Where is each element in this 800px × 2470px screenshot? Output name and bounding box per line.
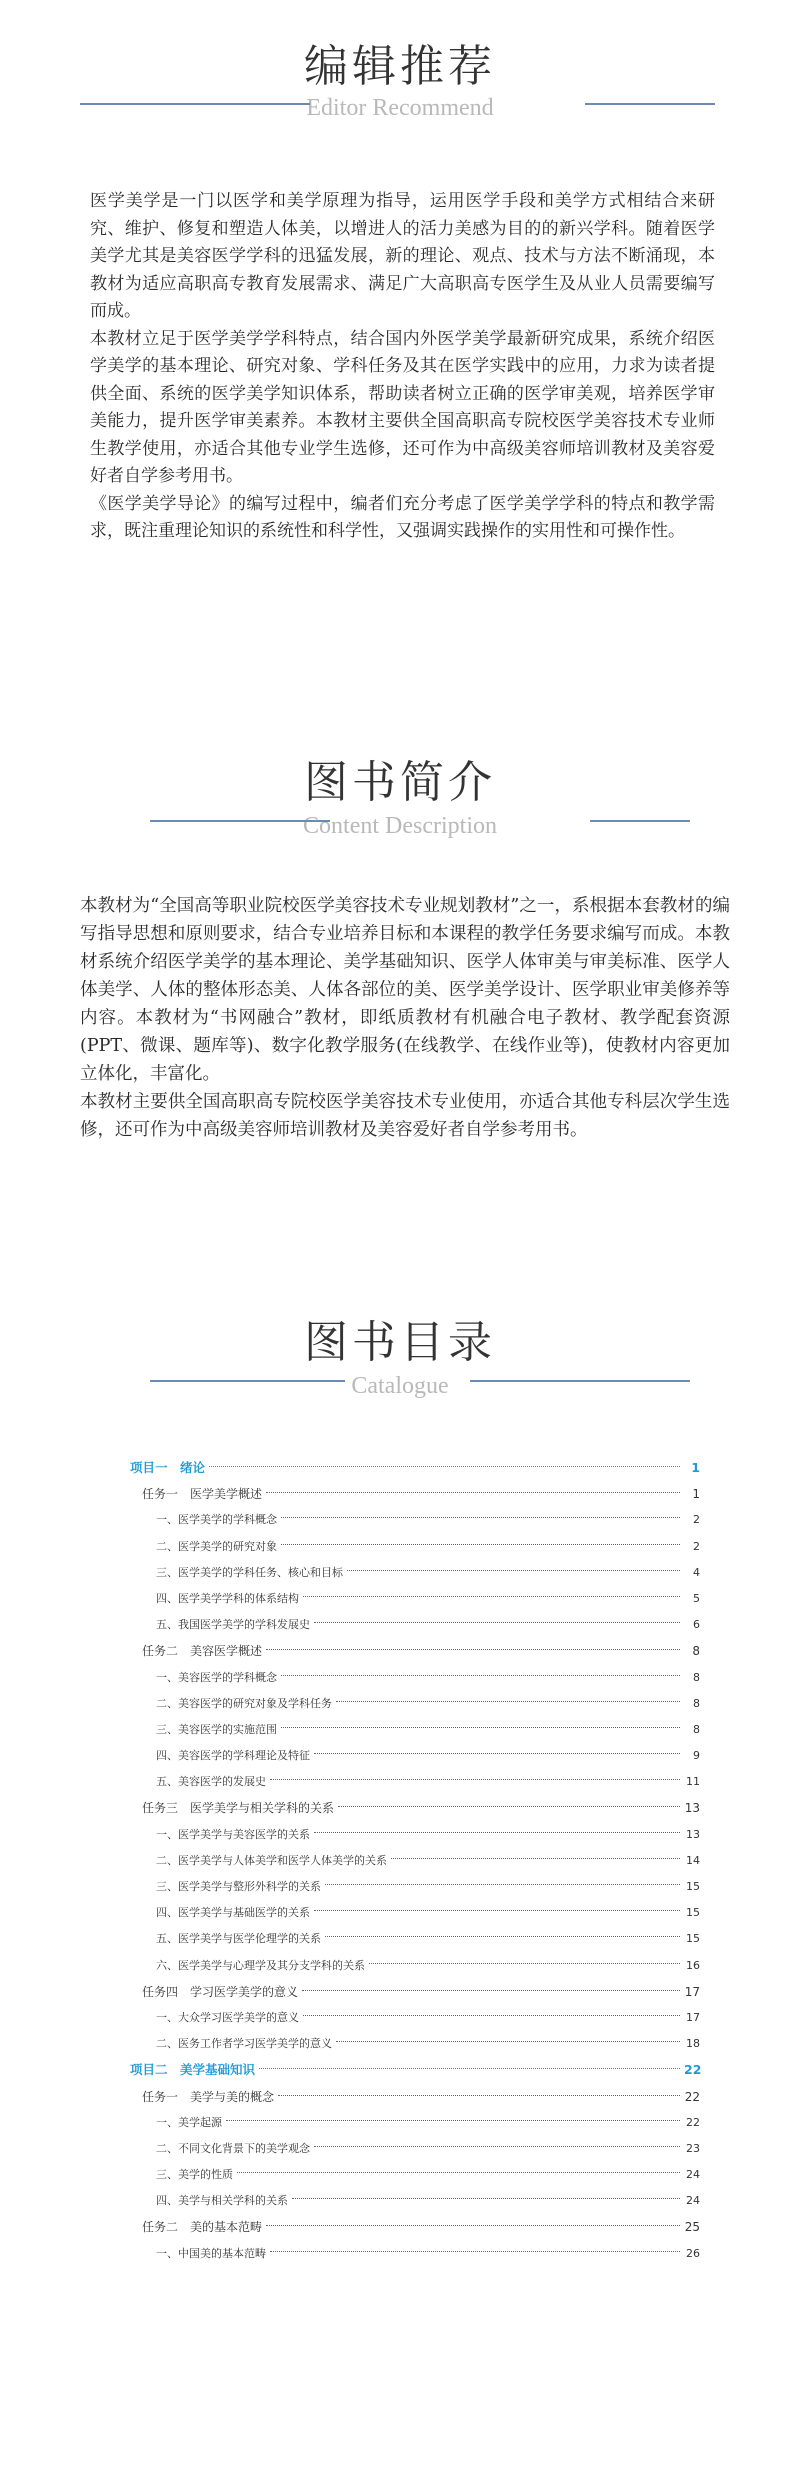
content-title: 图书简介 [304,757,496,808]
toc-entry[interactable] [130,1743,700,1769]
toc-entry-title: 一、美容医学的学科概念 [156,1670,277,1684]
toc-leader-dots [266,1649,680,1650]
toc-leader-dots [281,1517,680,1518]
editor-paragraph-3: 《医学美学导论》的编写过程中，编者们充分考虑了医学美学学科的特点和教学需求，既注重理论知识的系统性和科学性，又强调实践操作的实用性和可操作性。 [90,493,715,541]
toc-entry-page: 8 [693,1696,700,1710]
toc-leader-dots [292,2198,680,2199]
toc-entry-page: 1 [691,1460,700,1475]
toc-leader-dots [266,1492,680,1493]
toc-leader-dots [270,1779,680,1780]
toc-entry-page: 22 [684,2062,702,2078]
toc-entry[interactable] [130,1848,700,1874]
toc-leader-dots [347,1570,680,1571]
toc-entry-page: 6 [693,1618,700,1632]
content-divider-left [150,820,330,822]
toc-entry-page: 8 [693,1722,700,1736]
editor-text [90,188,715,546]
editor-divider-left [80,103,310,105]
toc-entry-page: 8 [693,1670,700,1684]
editor-subtitle: Editor Recommend [306,95,494,121]
toc-entry[interactable] [130,1665,700,1691]
toc-leader-dots [369,1963,680,1964]
toc-entry-title: 四、医学美学与基础医学的关系 [156,1906,310,1920]
toc-leader-dots [302,1990,680,1991]
editor-title: 编辑推荐 [304,41,496,92]
toc-entry[interactable] [130,1534,700,1560]
toc-leader-dots [226,2120,680,2121]
toc-entry-title: 三、医学美学与整形外科学的关系 [156,1880,321,1893]
toc-leader-dots [270,2251,680,2252]
catalogue-subtitle: Catalogue [351,1373,449,1399]
toc-leader-dots [325,1884,680,1885]
toc-entry-page: 17 [686,2010,700,2024]
toc-entry-title: 一、医学美学的学科概念 [156,1513,277,1527]
toc-entry-page: 11 [686,1775,700,1789]
toc-entry-title: 任务一 医学美学概述 [142,1487,263,1502]
toc-leader-dots [266,2225,680,2226]
content-heading [0,758,800,808]
toc-entry[interactable] [130,1586,700,1612]
toc-leader-dots [325,1936,680,1937]
catalogue-divider-right [470,1380,690,1382]
editor-heading [0,42,800,92]
toc-entry-title: 二、美容医学的研究对象及学科任务 [156,1696,332,1710]
toc-entry-title: 五、医学美学与医学伦理学的关系 [156,1932,321,1946]
catalogue-divider-left [150,1380,345,1382]
toc-leader-dots [303,1596,680,1597]
toc-entry-page: 24 [686,2168,700,2182]
content-paragraph-1: 本教材为“全国高等职业院校医学美容技术专业规划教材”之一，系根据本套教材的编写指导思想和原则要求，结合专业培养目标和本课程的教学任务要求编写而成。本教材系统介绍医学美学的基本理论、美学基础知识、医学人体审美与审美标准、医学人体美学、人体的整体形态美、人体各部位的美、医学美学设计、医学职业审美修养等内容。本教材为“书网融合”教材，即纸质教材有机融合电子教材、教学配套资源(PPT、微课、题库等)、数字化教学服务(在线教学、在线作业等)，使教材内容更加立体化，丰富化。 [80,896,730,1084]
toc-entry[interactable] [130,2188,700,2214]
toc-entry-title: 二、医学美学与人体美学和医学人体美学的关系 [156,1853,387,1867]
toc-entry[interactable] [130,1769,700,1795]
toc-entry[interactable] [130,1717,700,1743]
toc-entry-page: 15 [686,1906,700,1920]
toc-entry[interactable] [130,2162,700,2188]
content-subtitle: Content Description [303,813,497,839]
toc-leader-dots [209,1466,680,1467]
toc-entry-title: 三、医学美学的学科任务、核心和目标 [156,1565,343,1579]
toc-entry-page: 9 [693,1749,700,1763]
toc-leader-dots [281,1675,680,1676]
toc-leader-dots [314,1910,680,1911]
toc-leader-dots [237,2172,680,2173]
toc-entry[interactable] [130,1560,700,1586]
toc-entry-page: 18 [686,2037,700,2051]
toc-entry-page: 13 [684,1801,700,1816]
toc-leader-dots [281,1727,680,1728]
toc-entry[interactable] [130,1795,700,1821]
toc-entry-title: 四、医学美学学科的体系结构 [156,1591,299,1605]
toc-leader-dots [314,1753,680,1754]
toc-entry-title: 任务二 美容医学概述 [142,1644,263,1659]
toc-leader-dots [314,2146,680,2147]
catalogue-title: 图书目录 [304,1317,496,1368]
toc-entry-title: 五、我国医学美学的学科发展史 [156,1618,310,1632]
toc-leader-dots [336,2041,680,2042]
toc-leader-dots [338,1806,680,1807]
toc-entry[interactable] [130,1691,700,1717]
toc-entry[interactable] [130,2057,700,2083]
toc-entry-page: 13 [686,1827,700,1841]
toc-entry[interactable] [130,2241,700,2267]
toc-leader-dots [303,2015,680,2016]
toc-entry-title: 二、不同文化背景下的美学观念 [156,2141,310,2155]
toc-entry[interactable] [130,2005,700,2031]
toc-entry-title: 一、医学美学与美容医学的关系 [156,1827,310,1841]
content-divider-right [590,820,690,822]
toc-entry-page: 22 [686,2115,700,2129]
toc-leader-dots [314,1832,680,1833]
toc-entry-page: 4 [693,1565,700,1579]
toc-entry-title: 任务三 医学美学与相关学科的关系 [142,1801,335,1816]
toc-entry-title: 二、医务工作者学习医学美学的意义 [156,2037,332,2051]
toc-entry-page: 5 [693,1591,700,1605]
toc-entry-page: 1 [692,1487,700,1502]
toc-leader-dots [278,2095,680,2096]
toc-entry-page: 17 [684,1984,700,1999]
editor-paragraph-2: 本教材立足于医学美学学科特点，结合国内外医学美学最新研究成果，系统介绍医学美学的基本理论、研究对象、学科任务及其在医学实践中的应用，力求为读者提供全面、系统的医学美学知识体系，帮助读者树立正确的医学审美观，培养医学审美能力，提升医学审美素养。本教材主要供全国高职高专院校医学美容技术专业师生教学使用，亦适合其他专业学生选修，还可作为中高级美容师培训教材及美容爱好者自学参考用书。 [90,328,715,486]
toc-entry[interactable] [130,1481,700,1507]
toc-entry-title: 五、美容医学的发展史 [156,1775,266,1789]
toc-entry-page: 26 [686,2246,700,2260]
toc-entry[interactable] [130,2084,700,2110]
toc-entry[interactable] [130,1874,700,1900]
toc-entry-title: 任务二 美的基本范畴 [142,2220,263,2235]
toc-entry[interactable] [130,1953,700,1979]
toc-entry[interactable] [130,1507,700,1533]
catalogue-heading [0,1318,800,1368]
content-paragraph-2: 本教材主要供全国高职高专院校医学美容技术专业使用，亦适合其他专科层次学生选修，还可作为中高级美容师培训教材及美容爱好者自学参考用书。 [80,1092,730,1140]
toc-entry-title: 项目二 美学基础知识 [130,2062,256,2078]
toc-entry-title: 四、美学与相关学科的关系 [156,2194,288,2208]
toc-entry-title: 四、美容医学的学科理论及特征 [156,1749,310,1763]
toc-entry-page: 15 [686,1880,700,1893]
toc-entry-page: 24 [686,2194,700,2208]
toc-entry-title: 二、医学美学的研究对象 [156,1539,277,1553]
toc-entry-page: 2 [693,1513,700,1527]
toc-entry-title: 六、医学美学与心理学及其分支学科的关系 [156,1958,365,1972]
toc-entry[interactable] [130,1926,700,1952]
content-text [80,892,730,1144]
toc-entry-title: 一、中国美的基本范畴 [156,2246,266,2260]
toc-entry-page: 16 [686,1958,700,1972]
editor-paragraph-1: 医学美学是一门以医学和美学原理为指导，运用医学手段和美学方式相结合来研究、维护、修复和塑造人体美，以增进人的活力美感为目的的新兴学科。随着医学美学尤其是美容医学学科的迅猛发展，新的理论、观点、技术与方法不断涌现，本教材为适应高职高专教育发展需求、满足广大高职高专医学生及从业人员需要编写而成。 [90,191,715,321]
toc-entry[interactable] [130,1900,700,1926]
toc-leader-dots [314,1622,680,1623]
toc-entry-page: 8 [692,1644,700,1659]
toc-leader-dots [391,1858,680,1859]
toc-entry[interactable] [130,1822,700,1848]
toc-entry-page: 22 [684,2089,700,2104]
toc-entry[interactable] [130,1979,700,2005]
toc-entry-page: 25 [684,2220,700,2235]
toc-entry[interactable] [130,2031,700,2057]
toc-entry[interactable] [130,1612,700,1638]
toc-entry-title: 一、美学起源 [156,2115,222,2129]
toc-entry-page: 23 [686,2141,700,2155]
toc-entry[interactable] [130,1638,700,1664]
toc-leader-dots [259,2068,680,2069]
table-of-contents [130,1455,700,2267]
toc-entry-title: 任务一 美学与美的概念 [142,2089,275,2104]
toc-leader-dots [281,1544,680,1545]
toc-entry-page: 2 [693,1539,700,1553]
toc-entry[interactable] [130,2214,700,2240]
toc-entry-title: 一、大众学习医学美学的意义 [156,2010,299,2024]
toc-entry-title: 三、美学的性质 [156,2168,233,2182]
toc-entry-page: 15 [686,1932,700,1946]
toc-entry-page: 14 [686,1853,700,1867]
toc-entry[interactable] [130,1455,700,1481]
toc-leader-dots [336,1701,680,1702]
toc-entry-title: 任务四 学习医学美学的意义 [142,1984,299,1999]
toc-entry-title: 项目一 绪论 [130,1460,206,1475]
toc-entry[interactable] [130,2136,700,2162]
toc-entry-title: 三、美容医学的实施范围 [156,1722,277,1736]
toc-entry[interactable] [130,2110,700,2136]
editor-divider-right [585,103,715,105]
